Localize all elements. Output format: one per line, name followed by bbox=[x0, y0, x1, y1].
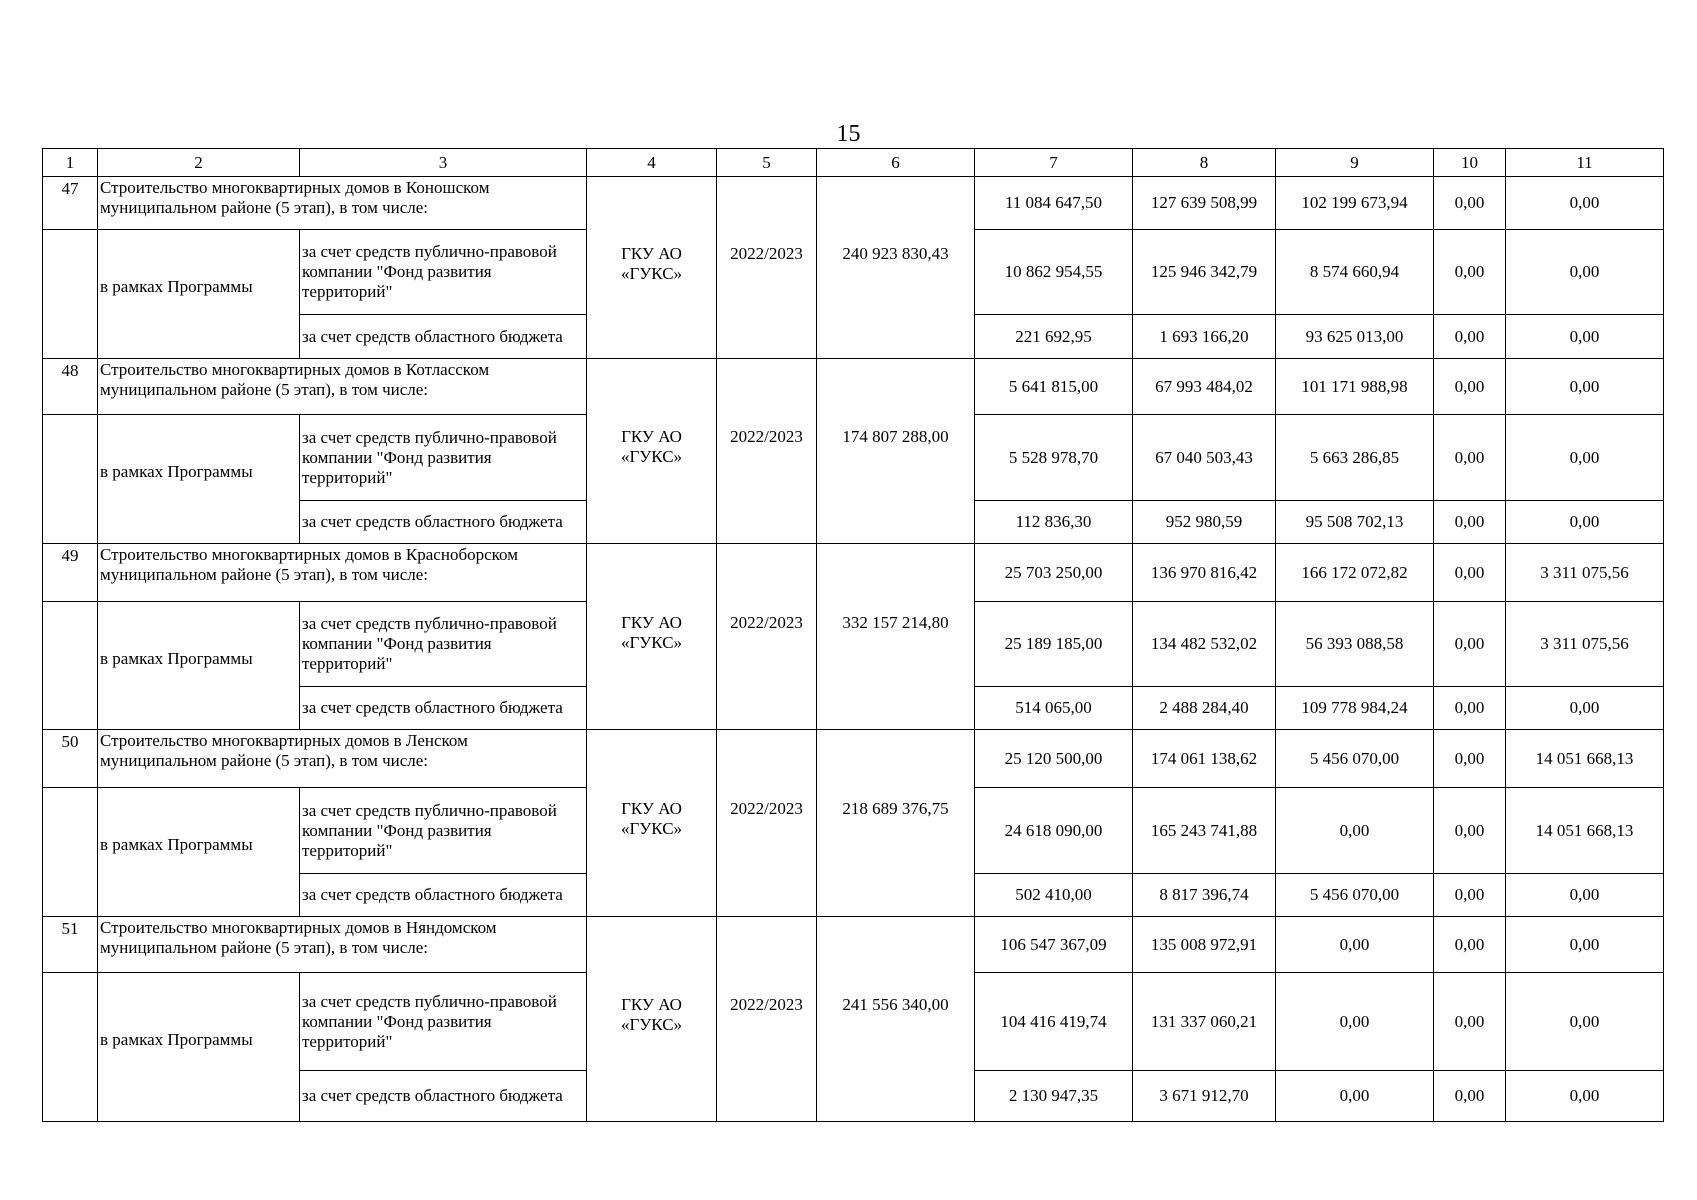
regional-value: 0,00 bbox=[1506, 1071, 1664, 1122]
regional-value: 3 671 912,70 bbox=[1133, 1071, 1276, 1122]
period-label: 2022/2023 bbox=[730, 799, 803, 818]
executor-label: ГКУ АО «ГУКС» bbox=[620, 799, 683, 838]
fund-value: 0,00 bbox=[1506, 230, 1664, 315]
executor-label: ГКУ АО «ГУКС» bbox=[620, 995, 683, 1034]
regional-value: 112 836,30 bbox=[975, 501, 1133, 544]
regional-value: 0,00 bbox=[1434, 1071, 1506, 1122]
regional-value: 952 980,59 bbox=[1133, 501, 1276, 544]
funding-source-fund: за счет средств публично-правовой компании "Фонд развития территорий" bbox=[300, 602, 587, 687]
regional-value: 221 692,95 bbox=[975, 315, 1133, 359]
total-value: 0,00 bbox=[1434, 177, 1506, 230]
regional-value: 0,00 bbox=[1276, 1071, 1434, 1122]
executor bbox=[587, 730, 717, 917]
funding-source-fund: за счет средств публично-правовой компании "Фонд развития территорий" bbox=[300, 788, 587, 874]
fund-value: 0,00 bbox=[1434, 973, 1506, 1071]
total-value: 174 061 138,62 bbox=[1133, 730, 1276, 788]
executor bbox=[587, 177, 717, 359]
period-label: 2022/2023 bbox=[730, 612, 803, 632]
program-cell bbox=[98, 973, 300, 1122]
total-cost-value: 218 689 376,75 bbox=[842, 799, 949, 818]
funding-source-regional: за счет средств областного бюджета bbox=[300, 687, 587, 730]
fund-value: 67 040 503,43 bbox=[1133, 415, 1276, 501]
regional-value: 5 456 070,00 bbox=[1276, 874, 1434, 917]
regional-value: 95 508 702,13 bbox=[1276, 501, 1434, 544]
fund-value: 125 946 342,79 bbox=[1133, 230, 1276, 315]
object-title: Строительство многоквартирных домов в Красноборском муниципальном районе (5 этап), в том числе: bbox=[98, 544, 587, 602]
column-header: 8 bbox=[1133, 149, 1276, 177]
regional-value: 502 410,00 bbox=[975, 874, 1133, 917]
column-header: 2 bbox=[98, 149, 300, 177]
total-value: 0,00 bbox=[1506, 917, 1664, 973]
regional-value: 0,00 bbox=[1506, 315, 1664, 359]
executor-label: ГКУ АО «ГУКС» bbox=[620, 612, 683, 652]
fund-value: 165 243 741,88 bbox=[1133, 788, 1276, 874]
budget-table bbox=[42, 148, 1664, 1122]
program-cell bbox=[98, 788, 300, 917]
column-header: 6 bbox=[817, 149, 975, 177]
fund-value: 0,00 bbox=[1276, 973, 1434, 1071]
regional-value: 1 693 166,20 bbox=[1133, 315, 1276, 359]
fund-value: 0,00 bbox=[1434, 602, 1506, 687]
executor bbox=[587, 359, 717, 544]
column-header: 5 bbox=[717, 149, 817, 177]
total-value: 166 172 072,82 bbox=[1276, 544, 1434, 602]
period-label: 2022/2023 bbox=[730, 243, 803, 263]
total-value: 3 311 075,56 bbox=[1506, 544, 1664, 602]
fund-value: 56 393 088,58 bbox=[1276, 602, 1434, 687]
column-header: 11 bbox=[1506, 149, 1664, 177]
total-value: 0,00 bbox=[1276, 917, 1434, 973]
column-header: 10 bbox=[1434, 149, 1506, 177]
object-title: Строительство многоквартирных домов в Коношском муниципальном районе (5 этап), в том числе: bbox=[98, 177, 587, 230]
regional-value: 0,00 bbox=[1434, 315, 1506, 359]
column-header: 9 bbox=[1276, 149, 1434, 177]
regional-value: 8 817 396,74 bbox=[1133, 874, 1276, 917]
total-value: 5 456 070,00 bbox=[1276, 730, 1434, 788]
fund-value: 134 482 532,02 bbox=[1133, 602, 1276, 687]
table-row bbox=[43, 177, 1664, 230]
funding-source-regional: за счет средств областного бюджета bbox=[300, 315, 587, 359]
total-value: 135 008 972,91 bbox=[1133, 917, 1276, 973]
column-header: 4 bbox=[587, 149, 717, 177]
total-value: 14 051 668,13 bbox=[1506, 730, 1664, 788]
fund-value: 0,00 bbox=[1506, 973, 1664, 1071]
fund-value: 3 311 075,56 bbox=[1506, 602, 1664, 687]
column-header: 1 bbox=[43, 149, 98, 177]
funding-source-fund: за счет средств публично-правовой компании "Фонд развития территорий" bbox=[300, 973, 587, 1071]
object-title: Строительство многоквартирных домов в Котласском муниципальном районе (5 этап), в том числе: bbox=[98, 359, 587, 415]
total-value: 136 970 816,42 bbox=[1133, 544, 1276, 602]
regional-value: 109 778 984,24 bbox=[1276, 687, 1434, 730]
row-number: 50 bbox=[43, 730, 98, 788]
fund-value: 5 663 286,85 bbox=[1276, 415, 1434, 501]
period-label: 2022/2023 bbox=[730, 995, 803, 1014]
row-number: 49 bbox=[43, 544, 98, 602]
total-value: 5 641 815,00 bbox=[975, 359, 1133, 415]
total-cost-value: 240 923 830,43 bbox=[842, 243, 949, 263]
fund-value: 0,00 bbox=[1434, 415, 1506, 501]
program-label: в рамках Программы bbox=[100, 277, 253, 296]
program-cell bbox=[98, 602, 300, 730]
column-header: 7 bbox=[975, 149, 1133, 177]
row-number: 48 bbox=[43, 359, 98, 415]
funding-source-regional: за счет средств областного бюджета bbox=[300, 501, 587, 544]
program-cell bbox=[98, 415, 300, 544]
total-value: 11 084 647,50 bbox=[975, 177, 1133, 230]
program-label: в рамках Программы bbox=[100, 835, 253, 854]
program-label: в рамках Программы bbox=[100, 462, 253, 481]
program-label: в рамках Программы bbox=[100, 1030, 253, 1049]
fund-value: 0,00 bbox=[1434, 788, 1506, 874]
program-cell bbox=[98, 230, 300, 359]
total-value: 0,00 bbox=[1434, 359, 1506, 415]
total-value: 101 171 988,98 bbox=[1276, 359, 1434, 415]
funding-source-fund: за счет средств публично-правовой компании "Фонд развития территорий" bbox=[300, 230, 587, 315]
funding-source-fund: за счет средств публично-правовой компании "Фонд развития территорий" bbox=[300, 415, 587, 501]
period bbox=[717, 359, 817, 544]
period bbox=[717, 544, 817, 730]
regional-value: 0,00 bbox=[1434, 874, 1506, 917]
regional-value: 2 488 284,40 bbox=[1133, 687, 1276, 730]
total-value: 0,00 bbox=[1434, 730, 1506, 788]
fund-value: 104 416 419,74 bbox=[975, 973, 1133, 1071]
table-row bbox=[43, 544, 1664, 602]
row-number-empty bbox=[43, 602, 98, 730]
object-title: Строительство многоквартирных домов в Няндомском муниципальном районе (5 этап), в том числе: bbox=[98, 917, 587, 973]
fund-value: 10 862 954,55 bbox=[975, 230, 1133, 315]
executor bbox=[587, 544, 717, 730]
total-cost bbox=[817, 177, 975, 359]
table-row bbox=[43, 917, 1664, 973]
fund-value: 24 618 090,00 bbox=[975, 788, 1133, 874]
fund-value: 5 528 978,70 bbox=[975, 415, 1133, 501]
executor-label: ГКУ АО «ГУКС» bbox=[620, 427, 683, 466]
regional-value: 0,00 bbox=[1506, 874, 1664, 917]
executor-label: ГКУ АО «ГУКС» bbox=[620, 243, 683, 283]
regional-value: 0,00 bbox=[1506, 687, 1664, 730]
regional-value: 93 625 013,00 bbox=[1276, 315, 1434, 359]
total-value: 67 993 484,02 bbox=[1133, 359, 1276, 415]
total-cost bbox=[817, 359, 975, 544]
column-number-header bbox=[43, 149, 1664, 177]
total-cost-value: 241 556 340,00 bbox=[842, 995, 949, 1014]
period bbox=[717, 177, 817, 359]
period-label: 2022/2023 bbox=[730, 427, 803, 446]
total-value: 0,00 bbox=[1506, 177, 1664, 230]
total-cost bbox=[817, 730, 975, 917]
fund-value: 14 051 668,13 bbox=[1506, 788, 1664, 874]
total-value: 102 199 673,94 bbox=[1276, 177, 1434, 230]
total-cost-value: 332 157 214,80 bbox=[842, 612, 949, 632]
row-number-empty bbox=[43, 230, 98, 359]
object-title: Строительство многоквартирных домов в Ленском муниципальном районе (5 этап), в том числе: bbox=[98, 730, 587, 788]
program-label: в рамках Программы bbox=[100, 648, 253, 668]
total-value: 0,00 bbox=[1434, 917, 1506, 973]
row-number-empty bbox=[43, 973, 98, 1122]
table-row bbox=[43, 359, 1664, 415]
regional-value: 0,00 bbox=[1506, 501, 1664, 544]
total-cost bbox=[817, 544, 975, 730]
period bbox=[717, 730, 817, 917]
row-number: 51 bbox=[43, 917, 98, 973]
fund-value: 0,00 bbox=[1434, 230, 1506, 315]
regional-value: 0,00 bbox=[1434, 501, 1506, 544]
column-header: 3 bbox=[300, 149, 587, 177]
regional-value: 514 065,00 bbox=[975, 687, 1133, 730]
page-number: 15 bbox=[836, 121, 861, 147]
period bbox=[717, 917, 817, 1122]
total-value: 0,00 bbox=[1506, 359, 1664, 415]
fund-value: 0,00 bbox=[1276, 788, 1434, 874]
row-number: 47 bbox=[43, 177, 98, 230]
row-number-empty bbox=[43, 788, 98, 917]
fund-value: 25 189 185,00 bbox=[975, 602, 1133, 687]
total-value: 106 547 367,09 bbox=[975, 917, 1133, 973]
total-cost-value: 174 807 288,00 bbox=[842, 427, 949, 446]
total-value: 25 120 500,00 bbox=[975, 730, 1133, 788]
regional-value: 0,00 bbox=[1434, 687, 1506, 730]
fund-value: 8 574 660,94 bbox=[1276, 230, 1434, 315]
total-value: 0,00 bbox=[1434, 544, 1506, 602]
table-row bbox=[43, 730, 1664, 788]
regional-value: 2 130 947,35 bbox=[975, 1071, 1133, 1122]
funding-source-regional: за счет средств областного бюджета bbox=[300, 874, 587, 917]
total-value: 25 703 250,00 bbox=[975, 544, 1133, 602]
funding-source-regional: за счет средств областного бюджета bbox=[300, 1071, 587, 1122]
total-value: 127 639 508,99 bbox=[1133, 177, 1276, 230]
row-number-empty bbox=[43, 415, 98, 544]
fund-value: 131 337 060,21 bbox=[1133, 973, 1276, 1071]
fund-value: 0,00 bbox=[1506, 415, 1664, 501]
total-cost bbox=[817, 917, 975, 1122]
executor bbox=[587, 917, 717, 1122]
